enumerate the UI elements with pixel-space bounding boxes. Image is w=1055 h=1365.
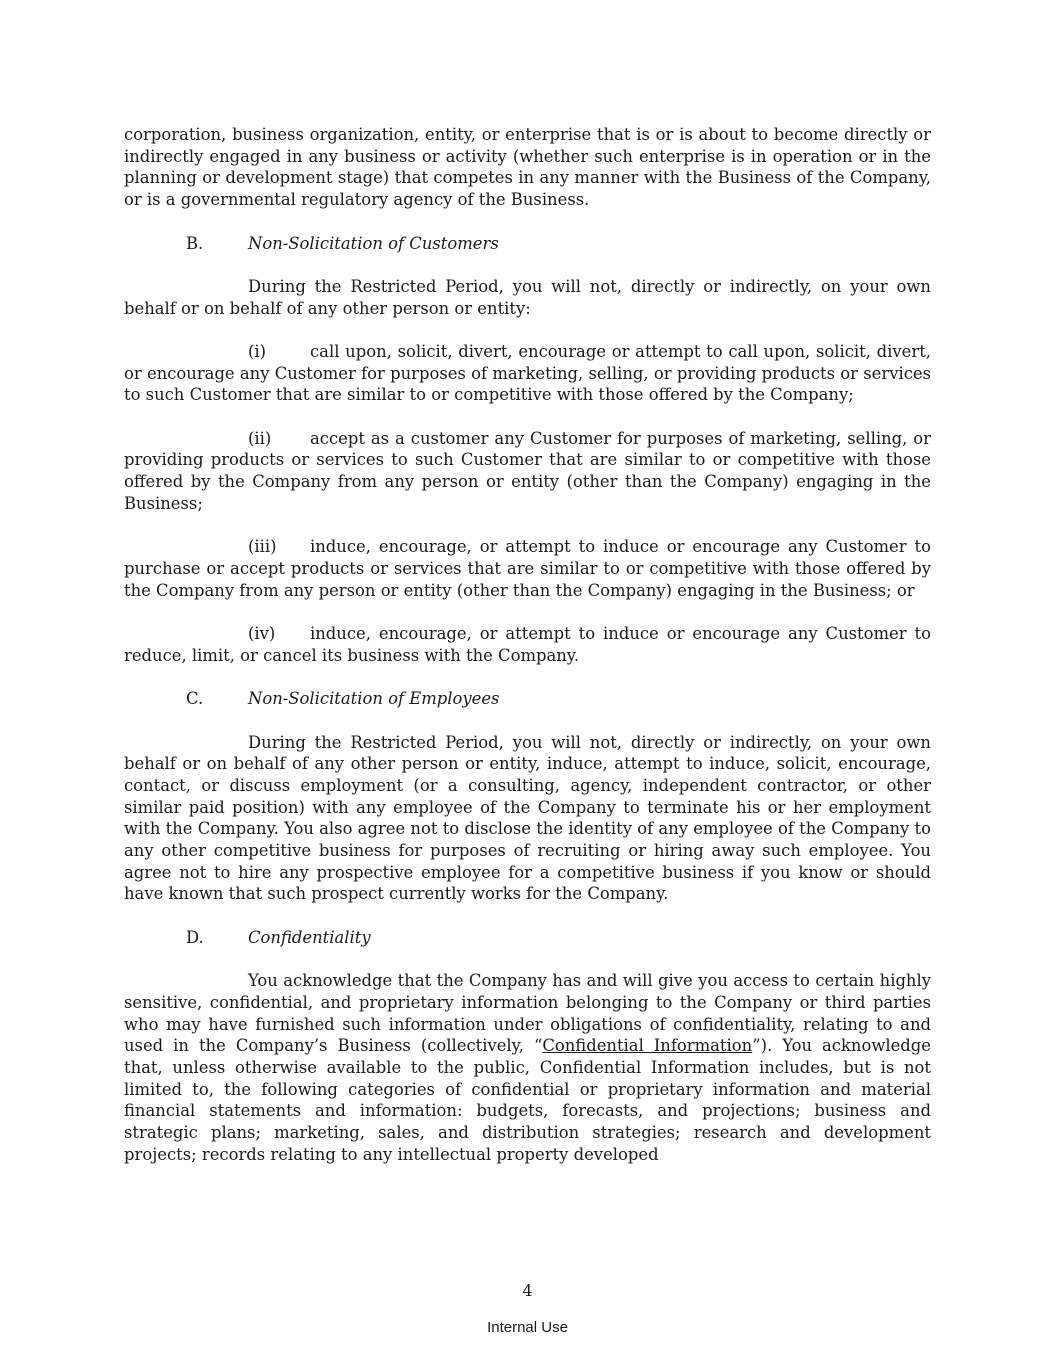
- item-number: (iii): [248, 537, 277, 557]
- page-number: 4: [522, 1281, 533, 1300]
- footer-label: Internal Use: [487, 1319, 568, 1336]
- item-number: (iv): [248, 624, 276, 644]
- item-text: induce, encourage, or attempt to induce or encourage any Customer to purchase or accept products or services that are similar to or competitive with those offered by the Company from any person or entity (other than the Company) engaging in the Business; or: [124, 537, 931, 600]
- section-b-item: [124, 623, 931, 666]
- section-c-title: Non-Solicitation of Employees: [248, 689, 500, 709]
- continuation-paragraph: corporation, business organization, entity, or enterprise that is or is about to become directly or indirectly engaged in any business or activity (whether such enterprise is in operation or in the planning or development stage) that competes in any manner with the Business of the Company, or is a governmental regulatory agency of the Business.: [124, 125, 931, 210]
- section-d-title: Confidentiality: [248, 927, 371, 947]
- section-b-intro: During the Restricted Period, you will not, directly or indirectly, on your own behalf or on behalf of any other person or entity:: [124, 276, 931, 318]
- section-c-body: During the Restricted Period, you will not, directly or indirectly, on your own behalf or on behalf of any other person or entity, induce, attempt to induce, solicit, encourage, contact, or discuss employment (or a consulting, agency, independent contractor, or other similar paid position) with any employee of the Company to terminate his or her employment with the Company. You also agree not to disclose the identity of any employee of the Company to any other competitive business for purposes of recruiting or hiring away such employee. You agree not to hire any prospective employee for a competitive business if you know or should have known that such prospect currently works for the Company.: [124, 732, 931, 904]
- confidential-information-term: Confidential Information: [542, 1036, 753, 1056]
- section-b-letter: B.: [186, 233, 204, 253]
- section-b-title: Non-Solicitation of Customers: [248, 233, 499, 253]
- item-text: induce, encourage, or attempt to induce or encourage any Customer to reduce, limit, or cancel its business with the Company.: [124, 624, 931, 665]
- section-b-item: [124, 428, 931, 515]
- section-d-body-after: ”). You acknowledge that, unless otherwise available to the public, Confidential Information includes, but is not limited to, the following categories of confidential or proprietary information and material financial statements and information: budgets, forecasts, and projections; business and strategic plans; marketing, sales, and distribution strategies; research and development projects; records relating to any intellectual property developed: [124, 1036, 931, 1164]
- item-number: (ii): [248, 428, 272, 448]
- section-b-heading: [186, 233, 931, 255]
- section-b-item: [124, 536, 931, 601]
- item-text: call upon, solicit, divert, encourage or attempt to call upon, solicit, divert, or encourage any Customer for purposes of marketing, selling, or providing products or services to such Customer that are similar to or competitive with those offered by the Company;: [124, 341, 931, 405]
- section-d-letter: D.: [186, 927, 204, 947]
- document-body: [124, 124, 931, 1187]
- section-d-heading: [186, 927, 931, 949]
- section-d-body: [124, 970, 931, 1165]
- item-text: accept as a customer any Customer for purposes of marketing, selling, or providing products or services to such Customer that are similar to or competitive with those offered by the Company from any person or entity (other than the Company) engaging in the Business;: [124, 428, 931, 513]
- section-c-letter: C.: [186, 689, 204, 709]
- item-number: (i): [248, 341, 267, 361]
- section-b-item: [124, 341, 931, 406]
- section-d-body-before: You acknowledge that the Company has and will give you access to certain highly sensitive, confidential, and proprietary information belonging to the Company or third parties who may have furnished such information under obligations of confidentiality, relating to and used in the Company’s Business (collectively, “: [124, 971, 931, 1056]
- section-c-heading: [186, 688, 931, 710]
